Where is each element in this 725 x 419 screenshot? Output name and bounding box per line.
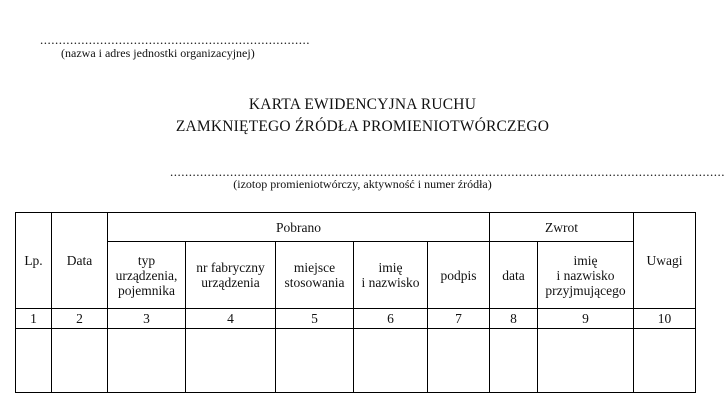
record-table	[15, 212, 696, 393]
column-number: 6	[354, 309, 428, 329]
form-title-line2: ZAMKNIĘTEGO ŹRÓDŁA PROMIENIOTWÓRCZEGO	[175, 118, 550, 135]
header-data: Data	[52, 213, 108, 309]
header-przyjm-line2: i nazwisko	[556, 267, 615, 283]
header-typ-line1: typ	[137, 252, 156, 268]
column-number: 3	[108, 309, 186, 329]
org-caption: (nazwa i adres jednostki organizacyjnej)	[61, 46, 255, 60]
header-imie-line1: imię	[378, 260, 403, 275]
column-number: 7	[428, 309, 490, 329]
table-row	[16, 329, 696, 393]
empty-cell[interactable]	[354, 329, 428, 393]
header-nr-line2: urządzenia	[201, 275, 260, 290]
header-podpis: podpis	[428, 242, 490, 309]
source-dots-line: ....................................................................................................................................................	[170, 164, 725, 179]
empty-cell[interactable]	[186, 329, 276, 393]
header-miejsce-stosowania	[276, 242, 354, 309]
empty-cell[interactable]	[52, 329, 108, 393]
empty-cell[interactable]	[276, 329, 354, 393]
empty-cell[interactable]	[538, 329, 634, 393]
header-typ-urzadzenia	[108, 242, 186, 309]
column-number: 9	[538, 309, 634, 329]
header-imie-nazwisko	[354, 242, 428, 309]
column-number: 2	[52, 309, 108, 329]
empty-cell[interactable]	[634, 329, 696, 393]
empty-cell[interactable]	[108, 329, 186, 393]
empty-cell[interactable]	[16, 329, 52, 393]
header-zwrot-data: data	[490, 242, 538, 309]
header-group-zwrot: Zwrot	[490, 213, 634, 242]
form-title-line1: KARTA EWIDENCYJNA RUCHU	[248, 96, 477, 113]
column-number: 5	[276, 309, 354, 329]
header-lp: Lp.	[16, 213, 52, 309]
column-number: 1	[16, 309, 52, 329]
header-nr-line1: nr fabryczny	[196, 260, 265, 275]
header-group-pobrano: Pobrano	[108, 213, 490, 242]
column-number: 4	[186, 309, 276, 329]
header-przyjm-line3: przyjmującego	[545, 282, 626, 298]
header-typ-line3: pojemnika	[118, 282, 175, 298]
header-przyjm-line1: imię	[573, 252, 598, 268]
org-dots-line: ........................................................................	[40, 32, 310, 47]
column-number: 8	[490, 309, 538, 329]
header-nr-fabryczny	[186, 242, 276, 309]
source-caption: (izotop promieniotwórczy, aktywność i numer źródła)	[233, 177, 492, 191]
empty-cell[interactable]	[428, 329, 490, 393]
header-typ-line2: urządzenia,	[115, 267, 178, 283]
header-miejsce-line2: stosowania	[284, 275, 345, 290]
header-imie-line2: i nazwisko	[361, 275, 420, 290]
column-number: 10	[634, 309, 696, 329]
header-uwagi: Uwagi	[634, 213, 696, 309]
empty-cell[interactable]	[490, 329, 538, 393]
header-miejsce-line1: miejsce	[293, 260, 336, 275]
header-imie-przyjmujacego	[538, 242, 634, 309]
